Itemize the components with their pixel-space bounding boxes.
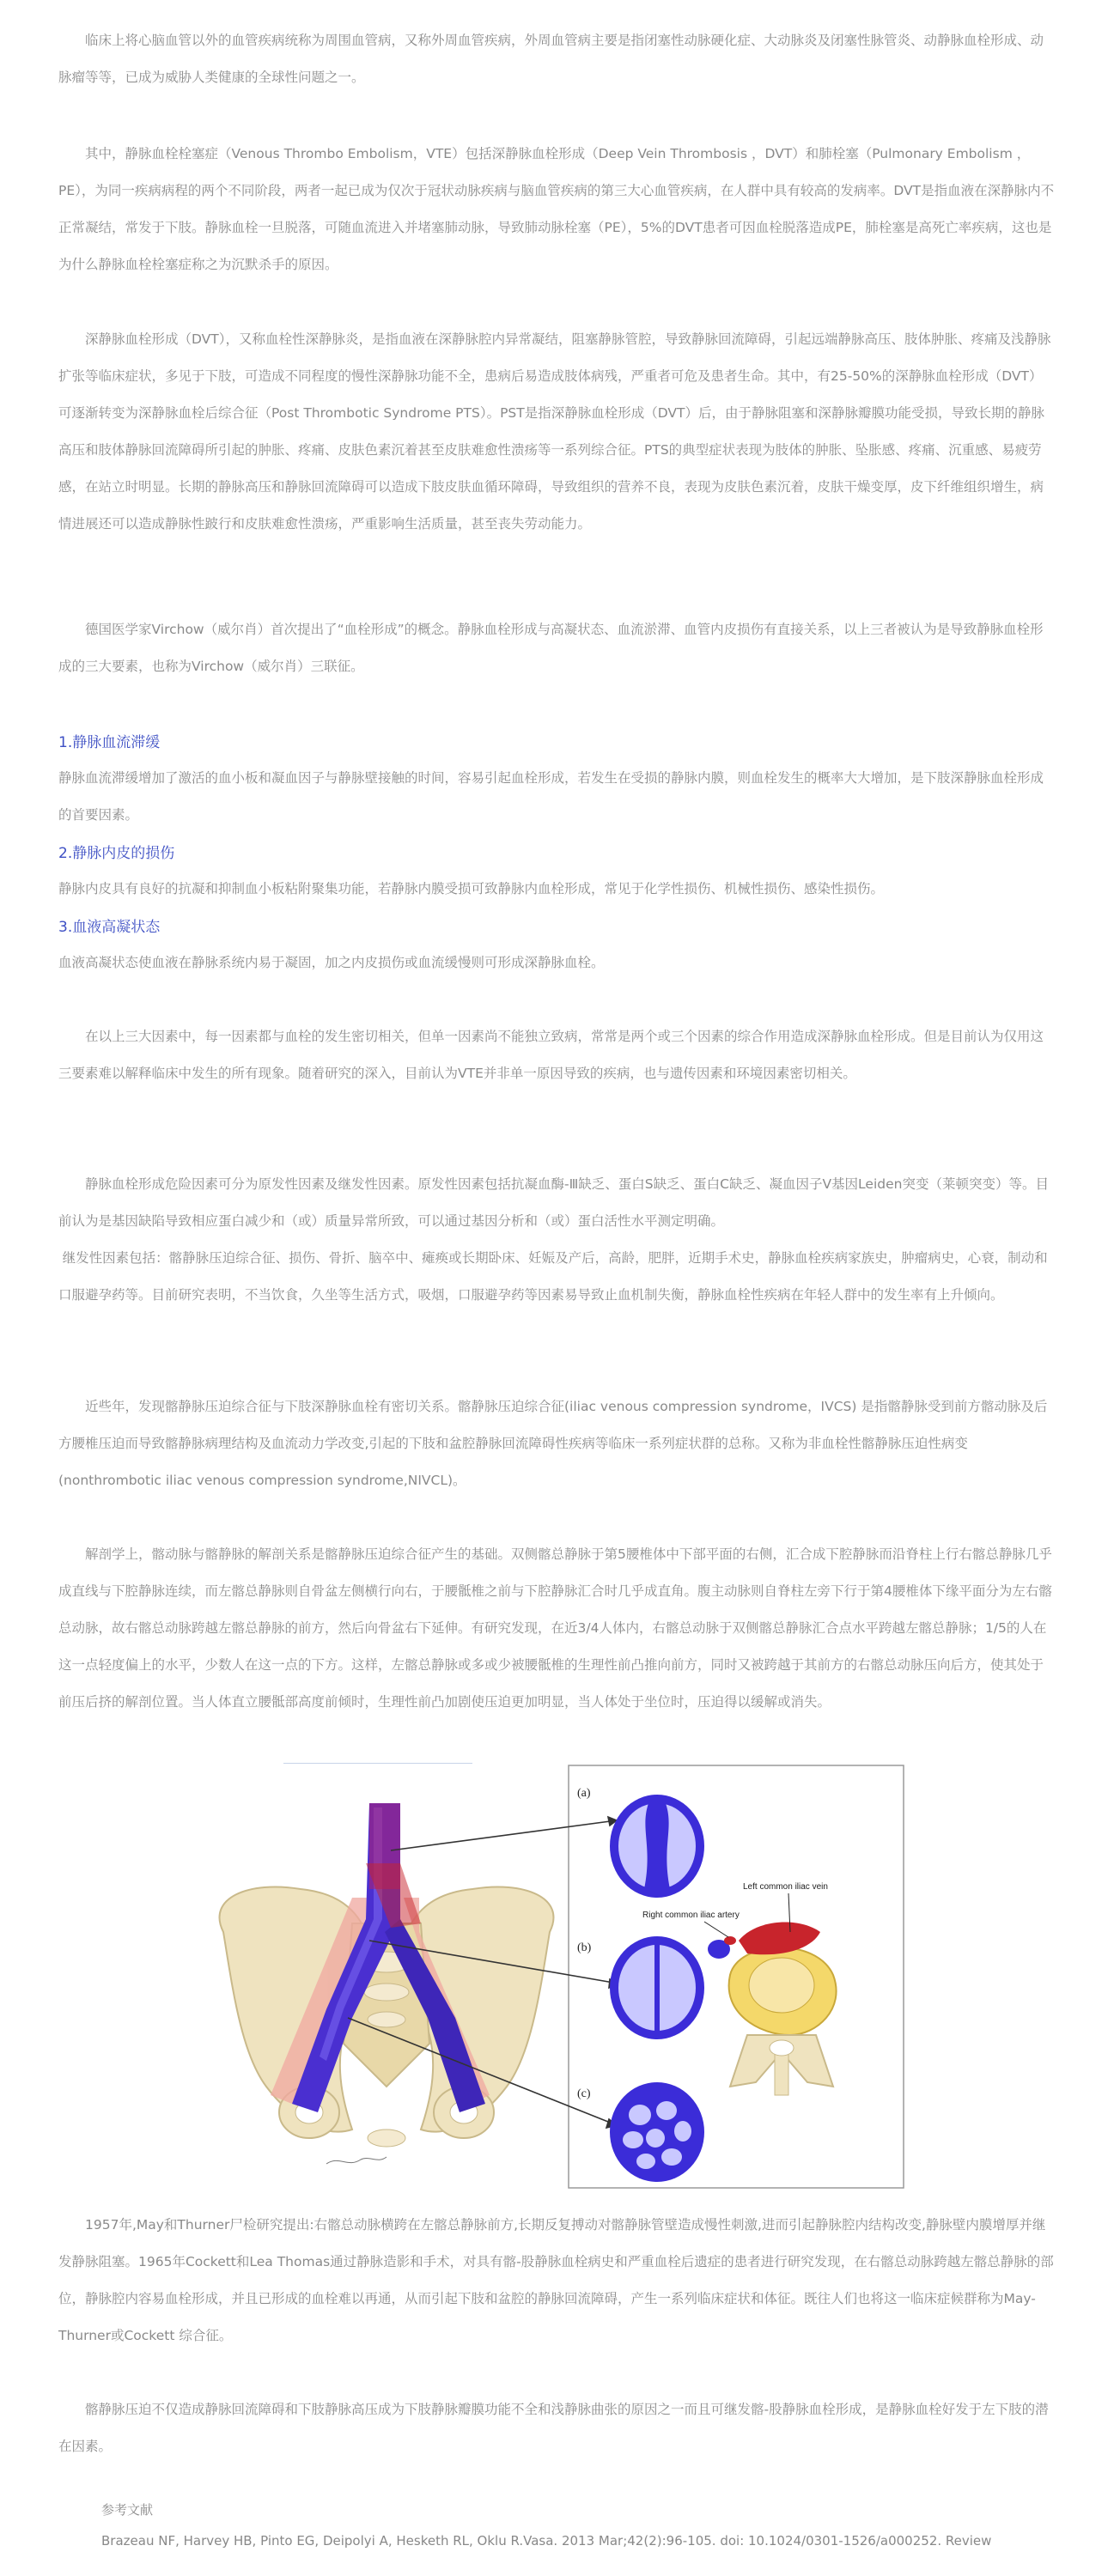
references-title: 参考文献 xyxy=(101,2502,154,2518)
paragraph-vte: 其中，静脉血栓栓塞症（Venous Thrombo Embolism，VTE）包括深静脉血栓形成（Deep Vein Thrombosis ，DVT）和肺栓塞（Pulmonary Embolism ，PE），为同一疾病病程的两个不同阶段，两者一起已成为仅次于冠状动脉疾病与脑血管疾病的第三大心血管疾病，在人群中具有较高的发病率。DVT是指血液在深静脉内不正常凝结，常发于下肢。静脉血栓一旦脱落，可随血流进入并堵塞肺动脉，导致肺动脉栓塞（PE），5%的DVT患者可因血栓脱落造成PE，肺栓塞是高死亡率疾病，这也是为什么静脉血栓栓塞症称之为沉默杀手的原因。 xyxy=(58,146,1055,272)
cross-section-a xyxy=(610,1795,704,1898)
paragraph-ivcs: 近些年，发现髂静脉压迫综合征与下肢深静脉血栓有密切关系。髂静脉压迫综合征(iliac venous compression syndrome，IVCS) 是指髂静脉受到前方髂动脉及后方腰椎压迫而导致髂静脉病理结构及血流动力学改变,引起的下肢和盆腔静脉回流障碍性疾病等临床一系列症状群的总称。又称为非血栓性髂静脉压迫性病变(nonthrombotic iliac venous compression syndrome,NIVCL)。 xyxy=(58,1399,1048,1488)
paragraph-endothelial-injury: 静脉内皮具有良好的抗凝和抑制血小板粘附聚集功能，若静脉内膜受损可致静脉内血栓形成，常见于化学性损伤、机械性损伤、感染性损伤。 xyxy=(58,881,885,896)
cross-section-b xyxy=(610,1936,704,2039)
heading-endothelial-injury: 2.静脉内皮的损伤 xyxy=(58,845,175,862)
figure-label-b: (b) xyxy=(577,1941,592,1954)
label-left-common-iliac-vein: Left common iliac vein xyxy=(743,1882,828,1892)
iliac-compression-figure xyxy=(198,1760,910,2190)
figure-label-c: (c) xyxy=(577,2087,591,2100)
paragraph-hypercoagulability: 血液高凝状态使血液在静脉系统内易于凝固，加之内皮损伤或血流缓慢则可形成深静脉血栓。 xyxy=(58,955,605,970)
paragraph-virchow: 德国医学家Virchow（威尔肖）首次提出了“血栓形成”的概念。静脉血栓形成与高凝状态、血流淤滞、血管内皮损伤有直接关系，以上三者被认为是导致静脉血栓形成的三大要素，也称为Virchow（威尔肖）三联征。 xyxy=(58,622,1044,674)
paragraph-conclusion: 髂静脉压迫不仅造成静脉回流障碍和下肢静脉高压成为下肢静脉瓣膜功能不全和浅静脉曲张的原因之一而且可继发髂-股静脉血栓形成，是静脉血栓好发于左下肢的潜在因素。 xyxy=(58,2402,1049,2454)
heading-blood-stasis: 1.静脉血流滞缓 xyxy=(58,734,161,751)
reference-item: Brazeau NF, Harvey HB, Pinto EG, Deipolyi A, Hesketh RL, Oklu R.Vasa. 2013 Mar;42(2):96-105. doi: 10.1024/0301-1526/a000252. Review xyxy=(101,2533,992,2549)
figure-label-a: (a) xyxy=(577,1787,591,1800)
paragraph-may-thurner: 1957年,May和Thurner尸检研究提出:右髂总动脉横跨在左髂总静脉前方,长期反复搏动对髂静脉管壁造成慢性刺激,进而引起静脉腔内结构改变,静脉壁内膜增厚并继发静脉阻塞。1965年Cockett和Lea Thomas通过静脉造影和手术，对具有髂-股静脉血栓病史和严重血栓后遗症的患者进行研究发现，在右髂总动脉跨越左髂总静脉的部位，静脉腔内容易血栓形成，并且已形成的血栓难以再通，从而引起下肢和盆腔的静脉回流障碍，产生一系列临床症状和体征。既往人们也将这一临床症候群称为May-Thurner或Cockett 综合征。 xyxy=(58,2217,1054,2343)
artist-signature xyxy=(326,2157,387,2164)
paragraph-three-factors: 在以上三大因素中，每一因素都与血栓的发生密切相关，但单一因素尚不能独立致病，常常是两个或三个因素的综合作用造成深静脉血栓形成。但是目前认为仅用这三要素难以解释临床中发生的所有现象。随着研究的深入，目前认为VTE并非单一原因导致的疾病，也与遗传因素和环境因素密切相关。 xyxy=(58,1029,1044,1081)
paragraph-intro: 临床上将心脑血管以外的血管疾病统称为周围血管病，又称外周血管疾病，外周血管病主要是指闭塞性动脉硬化症、大动脉炎及闭塞性脉管炎、动静脉血栓形成、动脉瘤等等，已成为威胁人类健康的全球性问题之一。 xyxy=(58,33,1044,85)
paragraph-primary-factors: 静脉血栓形成危险因素可分为原发性因素及继发性因素。原发性因素包括抗凝血酶-Ⅲ缺乏、蛋白S缺乏、蛋白C缺乏、凝血因子V基因Leiden突变（莱顿突变）等。目前认为是基因缺陷导致相应蛋白减少和（或）质量异常所致，可以通过基因分析和（或）蛋白活性水平测定明确。 xyxy=(58,1176,1049,1229)
cross-section-c xyxy=(610,2082,704,2182)
paragraph-blood-stasis: 静脉血流滞缓增加了激活的血小板和凝血因子与静脉壁接触的时间，容易引起血栓形成，若发生在受损的静脉内膜，则血栓发生的概率大大增加，是下肢深静脉血栓形成的首要因素。 xyxy=(58,770,1044,823)
heading-hypercoagulability: 3.血液高凝状态 xyxy=(58,919,161,936)
paragraph-secondary-factors: 继发性因素包括：髂静脉压迫综合征、损伤、骨折、脑卒中、瘫痪或长期卧床、妊娠及产后，高龄，肥胖，近期手术史，静脉血栓疾病家族史，肿瘤病史，心衰，制动和口服避孕药等。目前研究表明，不当饮食，久坐等生活方式，吸烟，口服避孕药等因素易导致止血机制失衡，静脉血栓性疾病在年轻人群中的发生率有上升倾向。 xyxy=(58,1250,1048,1303)
paragraph-dvt: 深静脉血栓形成（DVT），又称血栓性深静脉炎，是指血液在深静脉腔内异常凝结，阻塞静脉管腔，导致静脉回流障碍，引起远端静脉高压、肢体肿胀、疼痛及浅静脉扩张等临床症状，多见于下肢，可造成不同程度的慢性深静脉功能不全，患病后易造成肢体病残，严重者可危及患者生命。其中，有25-50%的深静脉血栓形成（DVT）可逐渐转变为深静脉血栓后综合征（Post Thrombotic Syndrome PTS）。PST是指深静脉血栓形成（DVT）后，由于静脉阻塞和深静脉瓣膜功能受损，导致长期的静脉高压和肢体静脉回流障碍所引起的肿胀、疼痛、皮肤色素沉着甚至皮肤难愈性溃疡等一系列综合征。PTS的典型症状表现为肢体的肿胀、坠胀感、疼痛、沉重感、易疲劳感，在站立时明显。长期的静脉高压和静脉回流障碍可以造成下肢皮肤血循环障碍，导致组织的营养不良，表现为皮肤色素沉着，皮肤干燥变厚，皮下纤维组织增生，病情进展还可以造成静脉性跛行和皮肤难愈性溃疡，严重影响生活质量，甚至丧失劳动能力。 xyxy=(58,331,1051,532)
paragraph-anatomy: 解剖学上，髂动脉与髂静脉的解剖关系是髂静脉压迫综合征产生的基础。双侧髂总静脉于第5腰椎体中下部平面的右侧，汇合成下腔静脉而沿脊柱上行右髂总静脉几乎成直线与下腔静脉连续，而左髂总静脉则自骨盆左侧横行向右，于腰骶椎之前与下腔静脉汇合时几乎成直角。腹主动脉则自脊柱左旁下行于第4腰椎体下缘平面分为左右髂总动脉，故右髂总动脉跨越左髂总静脉的前方，然后向骨盆右下延伸。有研究发现，在近3/4人体内，右髂总动脉于双侧髂总静脉汇合点水平跨越左髂总静脉；1/5的人在这一点轻度偏上的水平，少数人在这一点的下方。这样，左髂总静脉或多或少被腰骶椎的生理性前凸推向前方，同时又被跨越于其前方的右髂总动脉压向后方，使其处于前压后挤的解剖位置。当人体直立腰骶部高度前倾时，生理性前凸加剧使压迫更加明显，当人体处于坐位时，压迫得以缓解或消失。 xyxy=(58,1546,1052,1710)
label-right-common-iliac-artery: Right common iliac artery xyxy=(642,1911,740,1920)
